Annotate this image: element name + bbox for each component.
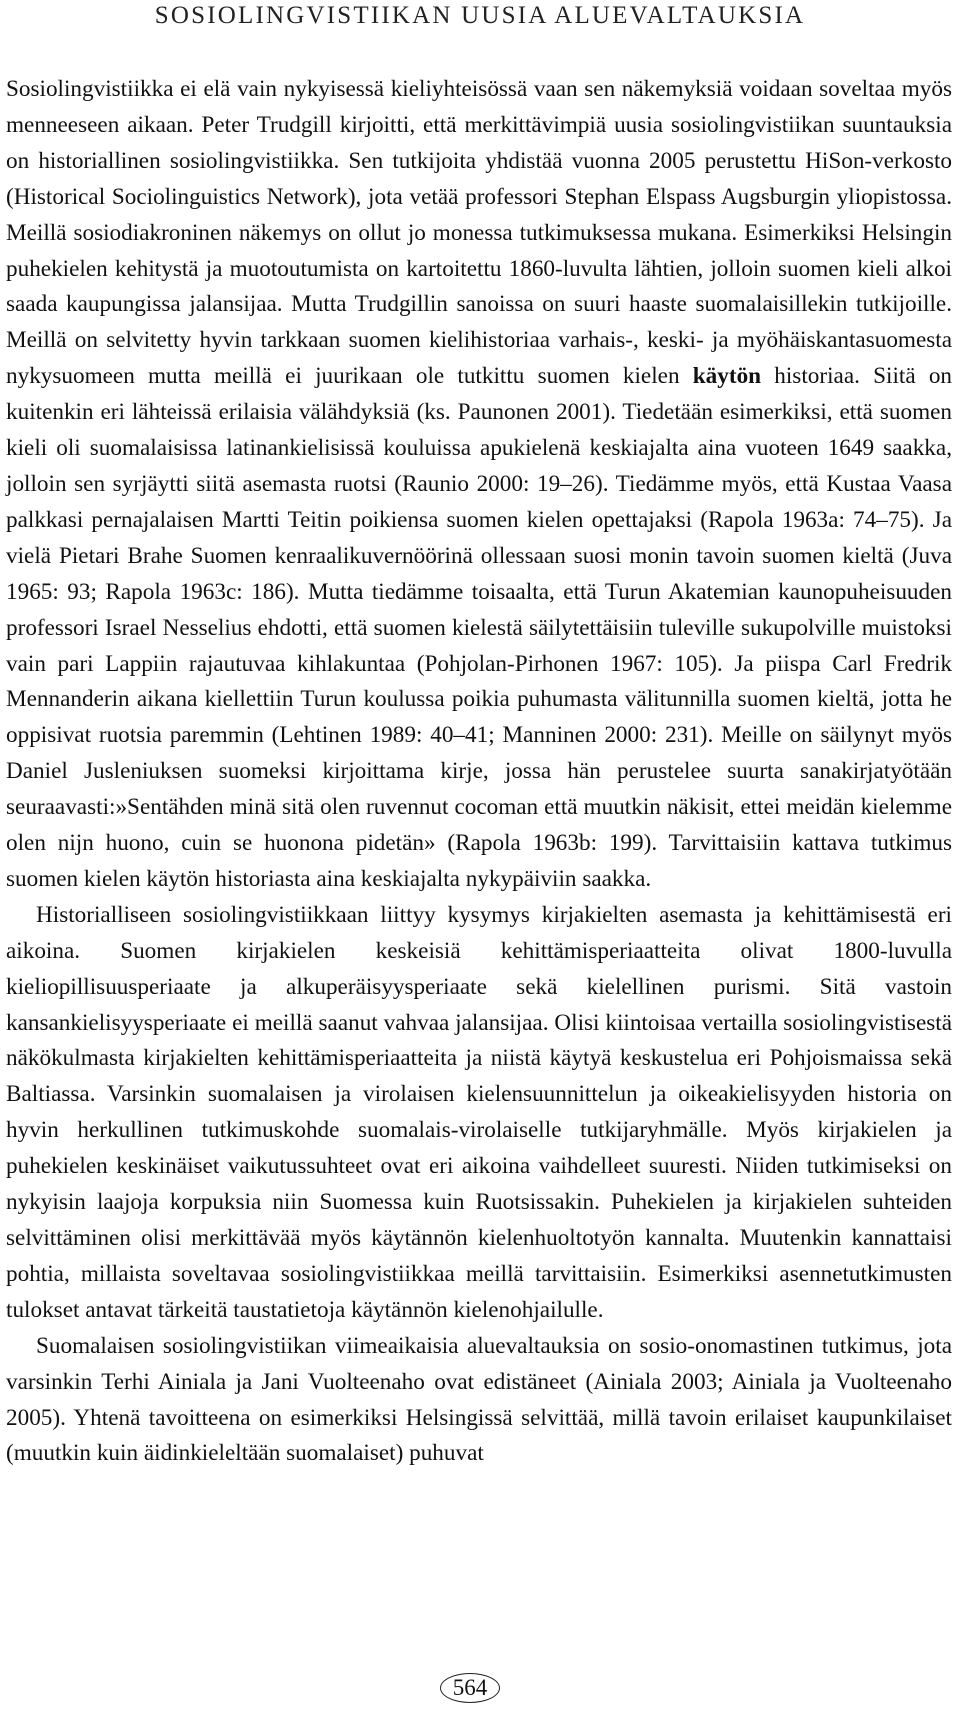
paragraph-3: Suomalaisen sosiolingvistiikan viimeaikaisia aluevaltauksia on sosio-onomastinen tutkimus, jota varsinkin Terhi Ainiala ja Jani Vuolteenaho ovat edistäneet (Ainiala 2003; Ainiala ja Vuolteenaho 2005). Yhtenä tavoitteena on esimerkiksi Helsingissä selvittää, millä tavoin erilaiset kaupunkilaiset (muutkin kuin äidinkieleltään suomalaiset) puhuvat xyxy=(6,1332,952,1467)
paragraph-1-text-a: Sosiolingvistiikka ei elä vain nykyisessä kieliyhteisössä vaan sen näkemyksiä voidaan soveltaa myös menneeseen aikaan. Peter Trudgill kirjoitti, että merkittävimpiä uusia sosiolingvistiikan suuntauksia on historiallinen sosiolingvistiikka. Sen tutkijoita yhdistää vuonna 2005 perustettu HiSon-verkosto (Historical Sociolinguistics Network), jota vetää professori Stephan Elspass Augsburgin yliopistossa. Meillä sosiodiakroninen näkemys on ollut jo monessa tutkimuksessa mukana. Esimerkiksi Helsingin puhekielen kehitystä ja muotoutumista on kartoitettu 1860-luvulta lähtien, jolloin suomen kieli alkoi saada kaupungissa jalansijaa. Mutta Trudgillin sanoissa on suuri haaste suomalaisillekin tutkijoille. Meillä on selvitetty hyvin tarkkaan suomen kielihistoriaa varhais-, keski- ja myöhäiskantasuomesta nykysuomeen mutta meillä ei juurikaan ole tutkittu suomen kielen xyxy=(6,76,952,390)
bold-term: käytön xyxy=(692,363,762,390)
paragraph-1 xyxy=(6,72,952,898)
page-number: 564 xyxy=(440,1673,500,1703)
paragraph-2: Historialliseen sosiolingvistiikkaan liittyy kysymys kirjakielten asemasta ja kehittämisestä eri aikoina. Suomen kirjakielen keskeisiä kehittämisperiaatteita olivat 1800-luvulla kieliopillisuusperiaate ja alkuperäisyysperiaate sekä kielellinen purismi. Sitä vastoin kansankielisyysperiaate ei meillä saanut vahvaa jalansijaa. Olisi kiintoisaa vertailla sosiolingvistisestä näkökulmasta kirjakielten kehittämisperiaatteita ja niistä käytyä keskustelua eri Pohjoismaissa sekä Baltiassa. Varsinkin suomalaisen ja virolaisen kielensuunnittelun ja oikeakielisyyden historia on hyvin herkullinen tutkimuskohde suomalais-virolaiselle tutkijaryhmälle. Myös kirjakielen ja puhekielen keskinäiset vaikutussuhteet ovat eri aikoina vaihdelleet suuresti. Niiden tutkimiseksi on nykyisin laajoja korpuksia niin Suomessa kuin Ruotsissakin. Puhekielen ja kirjakielen suhteiden selvittäminen olisi merkittävää myös käytännön kielenhuoltotyön kannalta. Muutenkin kannattaisi pohtia, millaista soveltavaa sosiolingvistiikkaa meillä tarvittaisiin. Esimerkiksi asennetutkimusten tulokset antavat tärkeitä taustatietoja käytännön kielenohjailulle. xyxy=(6,901,952,1323)
paragraph-1-text-b: historiaa. Siitä on kuitenkin eri lähteissä erilaisia välähdyksiä (ks. Paunonen 2001). Tiedetään esimerkiksi, että suomen kieli oli suomalaisissa latinankielisissä kouluissa apukielenä keskiajalta aina vuoteen 1649 saakka, jolloin sen syrjäytti siitä asemasta ruotsi (Raunio 2000: 19–26). Tiedämme myös, että Kustaa Vaasa palkkasi pernajalaisen Martti Teitin poikiensa suomen kielen opettajaksi (Rapola 1963a: 74–75). Ja vielä Pietari Brahe Suomen kenraalikuvernöörinä ollessaan suosi monin tavoin suomen kieltä (Juva 1965: 93; Rapola 1963c: 186). Mutta tiedämme toisaalta, että Turun Akatemian kaunopuheisuuden professori Israel Nesselius ehdotti, että suomen kielestä säilytettäisiin tuleville sukupolville muistoksi vain pari Lappiin rajautuvaa kihlakuntaa (Pohjolan-Pirhonen 1967: 105). Ja piispa Carl Fredrik Mennanderin aikana kiellettiin Turun koulussa poikia puhumasta välitunnilla suomen kieltä, jotta he oppisivat ruotsia paremmin (Lehtinen 1989: 40–41; Manninen 2000: 231). Meille on säilynyt myös Daniel Jusleniuksen suomeksi kirjoittama kirje, jossa hän perustelee suurta sanakirjatyötään seuraavasti:»Sentähden minä sitä olen ruvennut cocoman että muutkin näkisit, ettei meidän kielemme olen nijn huono, cuin se huonona pidetän» (Rapola 1963b: 199). Tarvittaisiin kattava tutkimus suomen kielen käytön historiasta aina keskiajalta nykypäiviin saakka. xyxy=(6,363,953,892)
body-text xyxy=(6,72,952,1472)
running-header: SOSIOLINGVISTIIKAN UUSIA ALUEVALTAUKSIA xyxy=(154,2,806,29)
